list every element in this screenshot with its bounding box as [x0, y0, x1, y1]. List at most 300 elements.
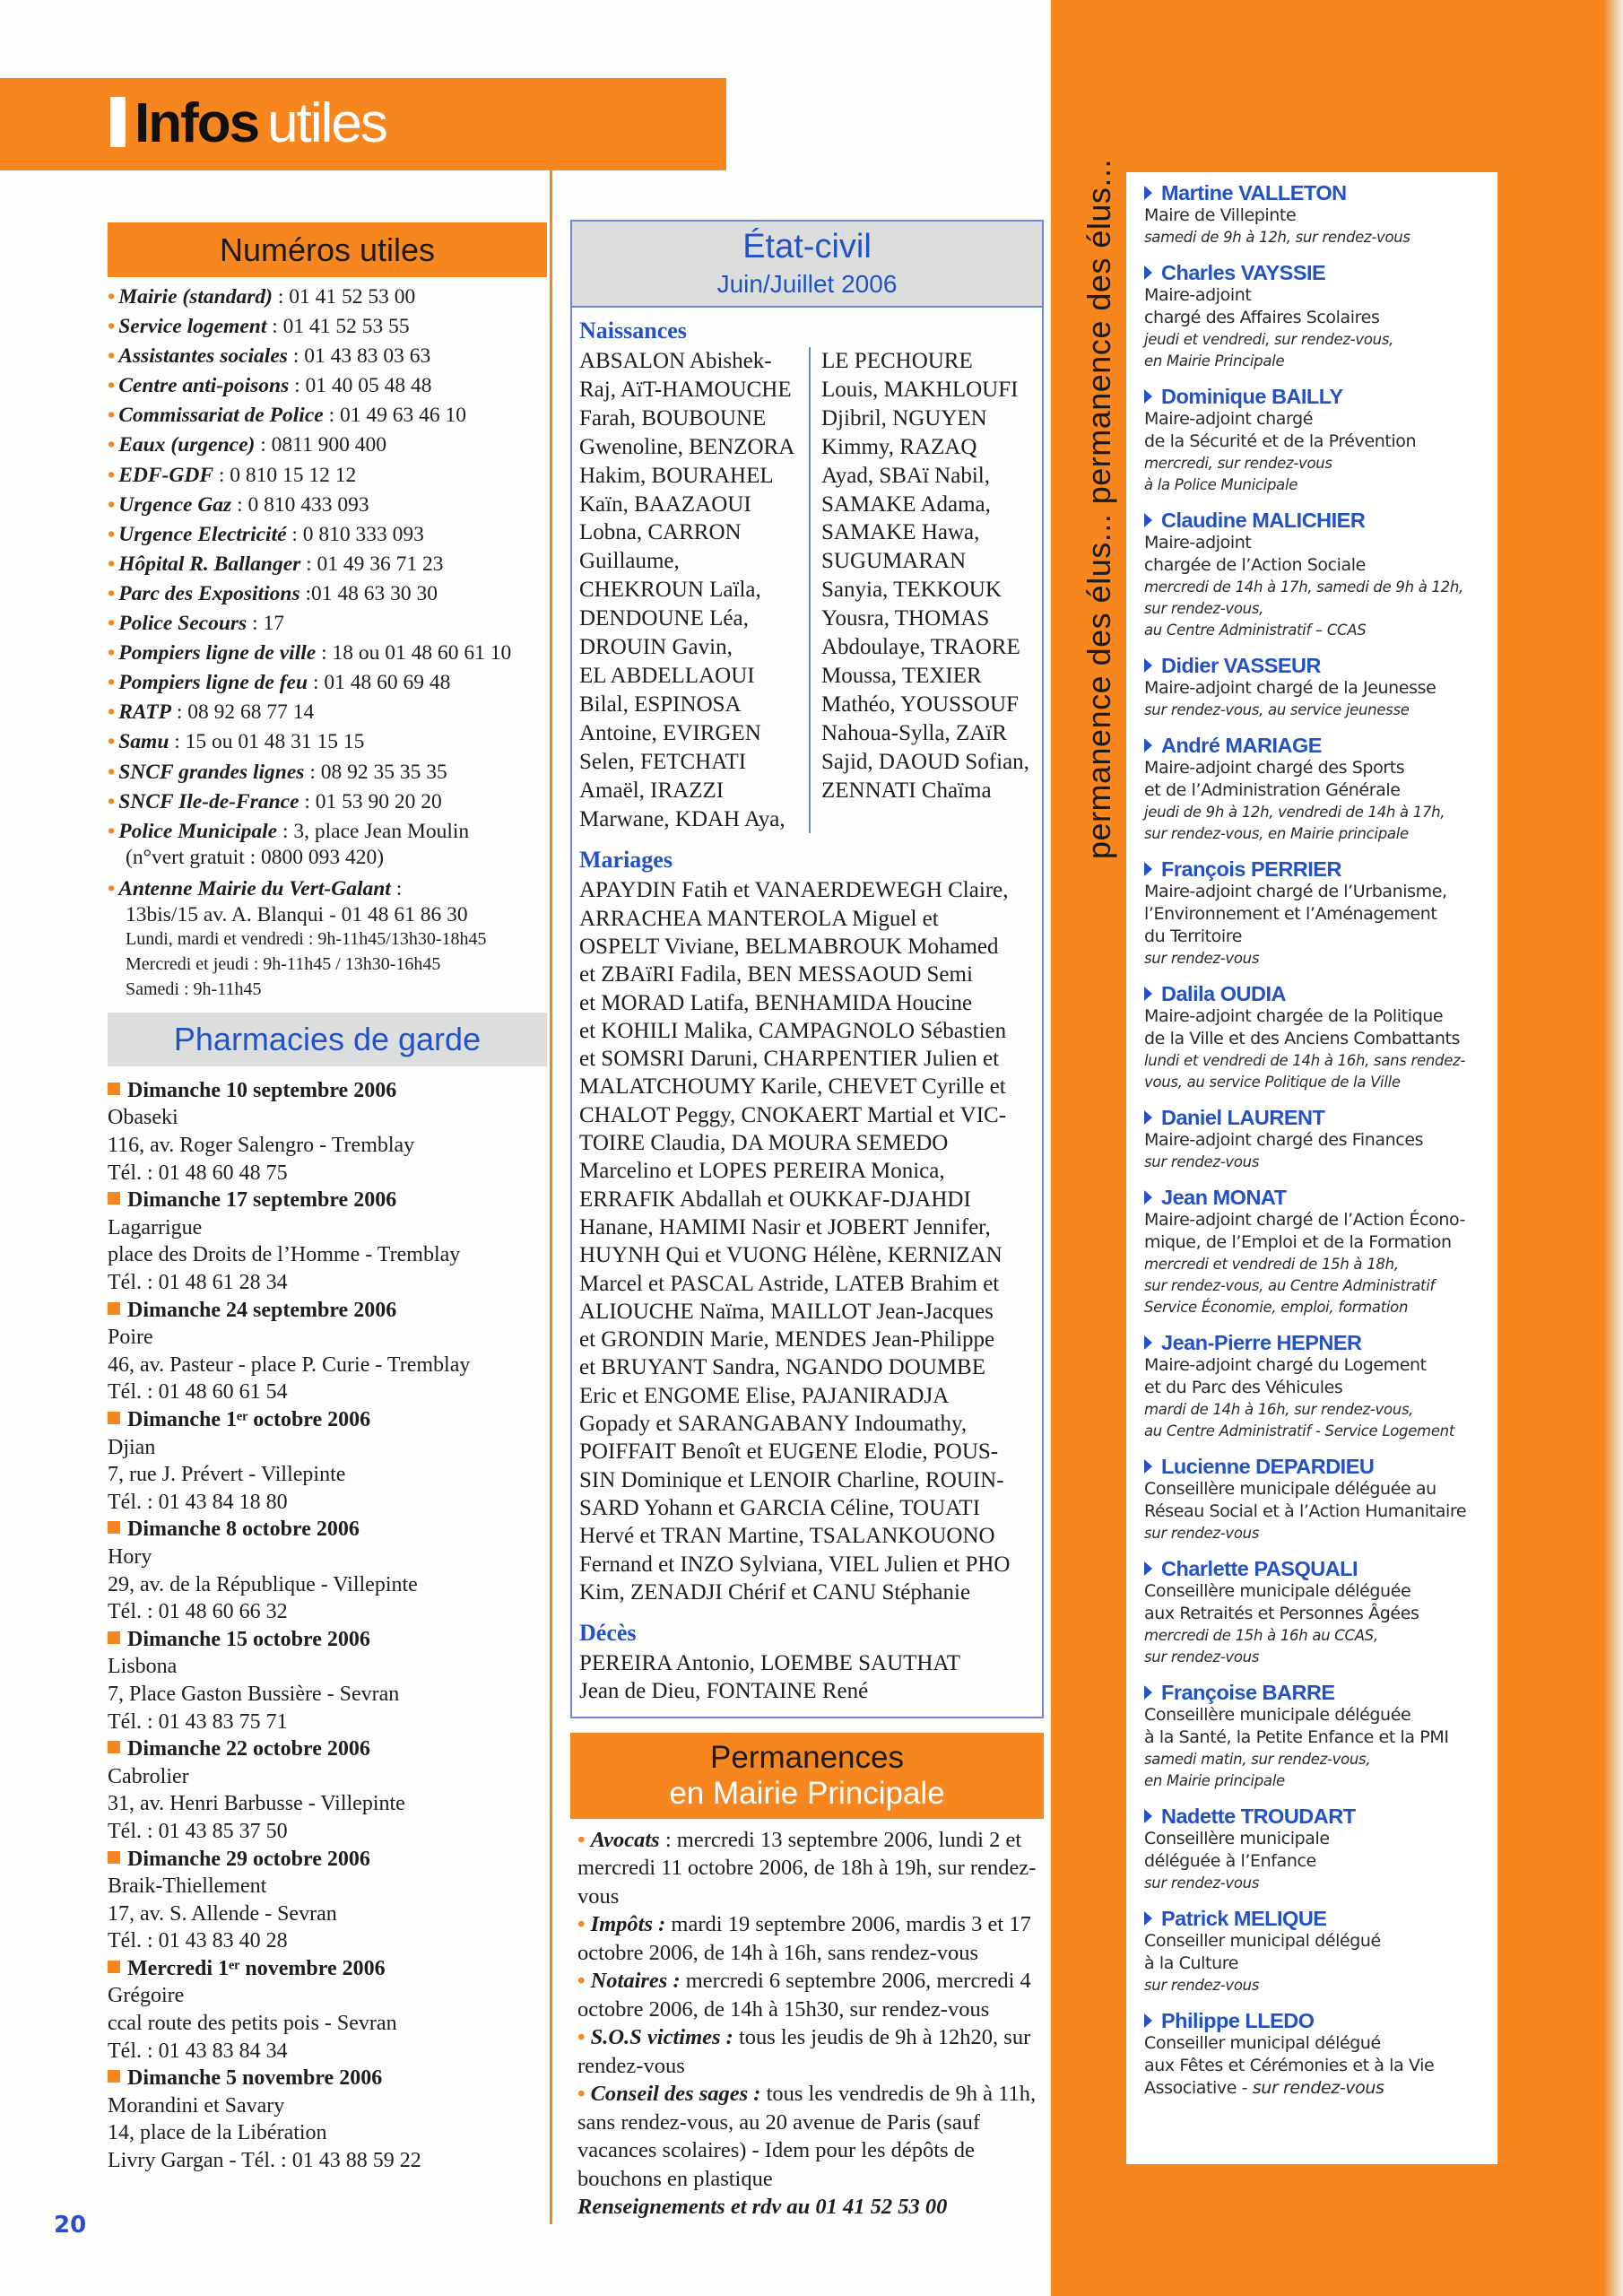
naissance-line: Gwenoline, BENZORA [579, 434, 795, 459]
elu-name [1144, 1805, 1490, 1828]
square-bullet-icon [108, 1083, 120, 1095]
mariage-line: HUYNH Qui et VUONG Hélène, KERNIZAN [579, 1243, 1002, 1268]
phone-value: : 15 ou 01 48 31 15 15 [169, 730, 365, 754]
elu-name-text: Jean-Pierre HEPNER [1161, 1331, 1362, 1354]
pharmacy-tel: Tél. : 01 43 83 75 71 [108, 1709, 288, 1734]
elu-hours: jeudi et vendredi, sur rendez-vous, [1144, 331, 1394, 348]
elu-name [1144, 2009, 1490, 2032]
elu-hours: en Mairie principale [1144, 1772, 1285, 1789]
bullet-icon: • [108, 285, 116, 309]
square-bullet-icon [108, 2070, 120, 2083]
mariage-line: Kim, ZENADJI Chérif et CANU Stéphanie [579, 1579, 971, 1605]
pharmacy-date-text: Dimanche 10 septembre 2006 [127, 1078, 397, 1102]
permanence-text: tous les vendredis de 9h à 11h, sans rendez-vous, au 20 avenue de Paris (sauf vacances scolaires) - Idem pour les dépôts de bouchons en plastique [577, 2082, 1037, 2191]
etat-civil-period: Juin/Juillet 2006 [716, 270, 898, 298]
elu-role: et du Parc des Véhicules [1144, 1378, 1343, 1397]
phone-number-item [108, 727, 547, 757]
phone-label: EDF-GDF [118, 463, 213, 487]
elu-hours: Service Économie, emploi, formation [1144, 1299, 1409, 1316]
mariage-line: APAYDIN Fatih et VANAERDEWEGH Claire, [579, 878, 1009, 903]
phone-value: : 17 [247, 612, 284, 636]
elu-role: l’Environnement et l’Aménagement [1144, 904, 1437, 924]
elu-hours: en Mairie Principale [1144, 352, 1285, 370]
elu-role: Maire-adjoint chargé de l’Action Écono- [1144, 1210, 1466, 1230]
phone-value: : 01 43 83 03 63 [287, 344, 431, 369]
naissance-line: Hakim, BOURAHEL [579, 463, 774, 488]
phone-label: SNCF Ile-de-France [118, 789, 299, 813]
elu-hours: au Centre Administratif - Service Logement [1144, 1422, 1455, 1439]
phone-value: : 18 ou 01 48 60 61 10 [316, 641, 512, 665]
elu-name [1144, 1186, 1490, 1209]
mariage-line: Hanane, HAMIMI Nasir et JOBERT Jennifer, [579, 1214, 991, 1239]
elu-hours: jeudi de 9h à 12h, vendredi de 14h à 17h, [1144, 804, 1445, 821]
permanence-text: mercredi 13 septembre 2006, lundi 2 et mercredi 11 octobre 2006, de 18h à 19h, sur rendez-vous [577, 1827, 1037, 1909]
deces-line: PEREIRA Antonio, LOEMBE SAUTHAT [579, 1651, 961, 1676]
elu-role: et de l’Administration Générale [1144, 780, 1401, 800]
phone-value: : 3, place Jean Moulin [277, 819, 470, 843]
pharmacy-date [108, 1297, 547, 1325]
elu-role: déléguée à l’Enfance [1144, 1851, 1316, 1871]
naissance-line: Abdoulaye, TRAORE [821, 635, 1020, 660]
elu-hours-inline: sur rendez-vous [1252, 2078, 1384, 2098]
phone-number-item [108, 579, 547, 609]
naissance-line: Antoine, EVIRGEN [579, 720, 761, 745]
phone-number-item [108, 668, 547, 698]
phone-value: : 0811 900 400 [255, 433, 387, 457]
etat-civil-header [572, 222, 1042, 308]
phone-value: : 0 810 433 093 [231, 492, 369, 517]
naissance-line: Louis, MAKHLOUFI [821, 377, 1019, 402]
phone-label: Service logement [118, 315, 267, 339]
elu-name-text: François PERRIER [1161, 857, 1341, 881]
phone-number-item [108, 283, 547, 312]
mariage-line: POIFFAIT Benoît et EUGENE Elodie, POUS- [579, 1439, 999, 1465]
bullet-icon: • [108, 374, 116, 398]
mariages-text [579, 876, 1033, 1606]
elu-hours: samedi de 9h à 12h, sur rendez-vous [1144, 229, 1410, 246]
mariage-line: et GRONDIN Marie, MENDES Jean-Philippe [579, 1327, 995, 1352]
pharmacy-address: ccal route des petits pois - Sevran [108, 2012, 397, 2036]
elu-role: Maire-adjoint chargé de la Jeunesse [1144, 678, 1436, 698]
elu-role: chargé des Affaires Scolaires [1144, 308, 1380, 327]
pharmacy-address: 14, place de la Libération [108, 2121, 327, 2145]
naissance-line: ABSALON Abishek- [579, 349, 772, 373]
phone-value: : 08 92 35 35 35 [304, 760, 447, 784]
naissance-line: Yousra, THOMAS [821, 606, 990, 631]
elu-entry [1144, 509, 1490, 641]
left-column [108, 222, 547, 2175]
naissance-line: Nahoua-Sylla, ZAïR [821, 720, 1007, 745]
phone-value: : 01 49 36 71 23 [300, 552, 444, 576]
phone-value: :01 48 63 30 30 [299, 581, 438, 605]
etat-civil-title: État-civil [742, 228, 872, 265]
page-edge [1603, 0, 1623, 2296]
arrow-bullet-icon [1144, 1335, 1152, 1350]
elu-name [1144, 1455, 1490, 1478]
phone-label: Urgence Electricité [118, 522, 287, 546]
naissance-line: LE PECHOURE [821, 349, 973, 373]
elu-role: aux Retraités et Personnes Âgées [1144, 1604, 1419, 1623]
elu-name-text: Dalila OUDIA [1161, 982, 1286, 1005]
pharmacy-name: Poire [108, 1326, 153, 1350]
pharmacy-date [108, 1406, 547, 1434]
elu-name [1144, 857, 1490, 881]
page-title-bold: Infos [135, 92, 259, 154]
pharmacy-entry [108, 1297, 547, 1406]
permanence-text: mercredi 6 septembre 2006, mercredi 4 octobre 2006, de 14h à 15h30, sur rendez-vous [577, 1969, 1031, 2022]
bullet-icon: • [108, 404, 116, 428]
arrow-bullet-icon [1144, 862, 1152, 876]
elu-hours: sur rendez-vous, [1144, 600, 1264, 617]
deces-line: Jean de Dieu, FONTAINE René [579, 1679, 869, 1704]
elu-name-text: Françoise BARRE [1161, 1681, 1335, 1704]
elu-name-text: Claudine MALICHIER [1161, 509, 1366, 532]
elu-role: Associative - sur rendez-vous [1144, 2078, 1384, 2098]
naissance-line: Mathéo, YOUSSOUF [821, 691, 1019, 717]
permanence-item [577, 1910, 1044, 1967]
bullet-icon: • [108, 876, 116, 900]
elu-hours: sur rendez-vous [1144, 950, 1260, 967]
pharmacy-name: Lisbona [108, 1655, 178, 1679]
pharmacy-date-text: Dimanche 1ᵉʳ octobre 2006 [127, 1408, 371, 1431]
permanences-heading [570, 1733, 1044, 1819]
bullet-icon: • [108, 522, 116, 546]
elu-entry [1144, 385, 1490, 496]
naissance-line: CHEKROUN Laïla, [579, 578, 761, 603]
pharmacy-entry [108, 1077, 547, 1187]
elu-role: Conseillère municipale déléguée [1144, 1705, 1411, 1725]
pharmacy-name: Djian [108, 1435, 156, 1459]
page-title [135, 88, 386, 160]
pharmacy-date-text: Dimanche 29 octobre 2006 [127, 1847, 370, 1871]
permanences-title-2: en Mairie Principale [669, 1775, 945, 1811]
bullet-icon: • [108, 789, 116, 813]
arrow-bullet-icon [1144, 1809, 1152, 1823]
header-marker [110, 97, 126, 147]
antenne-label: Antenne Mairie du Vert-Galant [118, 876, 391, 900]
phone-number-item [108, 401, 547, 430]
phone-number-item [108, 817, 547, 847]
elu-role: de la Sécurité et de la Prévention [1144, 431, 1417, 451]
pharmacy-entry [108, 1406, 547, 1516]
mariage-line: Marcelino et LOPES PEREIRA Monica, [579, 1159, 945, 1184]
mariage-line: ERRAFIK Abdallah et OUKKAF-DJAHDI [579, 1187, 971, 1212]
page-number: 20 [54, 2212, 87, 2239]
bullet-icon: • [108, 612, 116, 636]
pharmacy-name: Obaseki [108, 1106, 178, 1130]
elu-hours: au Centre Administratif – CCAS [1144, 622, 1367, 639]
pharmacy-address: 7, rue J. Prévert - Villepinte [108, 1463, 346, 1487]
column-divider [550, 170, 552, 2224]
pharmacy-address: place des Droits de l’Homme - Tremblay [108, 1243, 461, 1267]
elu-hours: mercredi de 14h à 17h, samedi de 9h à 12h, [1144, 578, 1463, 596]
elu-role: Conseiller municipal délégué [1144, 1931, 1381, 1951]
phone-label: Commissariat de Police [118, 404, 324, 428]
arrow-bullet-icon [1144, 513, 1152, 527]
phone-value: : 01 49 63 46 10 [323, 404, 466, 428]
elu-entry [1144, 261, 1490, 372]
mariage-line: ARRACHEA MANTEROLA Miguel et [579, 906, 939, 931]
police-municipale-extra: (n°vert gratuit : 0800 093 420) [126, 845, 385, 869]
bullet-icon: • [577, 2025, 586, 2050]
elu-entry [1144, 1106, 1490, 1173]
etat-civil-body [572, 308, 1042, 1717]
pharmacy-tel: Tél. : 01 43 85 37 50 [108, 1819, 288, 1843]
naissance-line: SAMAKE Hawa, [821, 520, 980, 545]
pharmacy-entry [108, 1516, 547, 1625]
phone-number-item [108, 787, 547, 817]
elu-name [1144, 1331, 1490, 1354]
naissance-line: Raj, AïT-HAMOUCHE [579, 377, 792, 402]
phone-number-item [108, 758, 547, 787]
naissances-col-1 [579, 347, 811, 833]
bullet-icon: • [108, 463, 116, 487]
arrow-bullet-icon [1144, 1110, 1152, 1125]
square-bullet-icon [108, 1631, 120, 1644]
pharmacy-date [108, 2065, 547, 2092]
naissance-line: SUGUMARAN [821, 549, 967, 574]
middle-column [570, 220, 1044, 2222]
pharmacy-date-text: Dimanche 24 septembre 2006 [127, 1298, 397, 1322]
pharmacy-date [108, 1626, 547, 1654]
naissance-line: Djibril, NGUYEN [821, 405, 987, 430]
naissances-col-2 [811, 347, 1029, 833]
square-bullet-icon [108, 1412, 120, 1424]
elu-hours: sur rendez-vous, au Centre Administratif [1144, 1277, 1435, 1294]
bullet-icon: • [108, 819, 116, 843]
elu-hours: mardi de 14h à 16h, sur rendez-vous, [1144, 1401, 1414, 1418]
phone-number-item [108, 461, 547, 491]
elu-hours: à la Police Municipale [1144, 476, 1298, 493]
permanence-text: mardi 19 septembre 2006, mardis 3 et 17 octobre 2006, de 14h à 16h, sans rendez-vous [577, 1912, 1031, 1965]
phone-label: Assistantes sociales [118, 344, 288, 369]
arrow-bullet-icon [1144, 2013, 1152, 2028]
elu-name [1144, 654, 1490, 677]
elu-role: Conseiller municipal délégué [1144, 2033, 1381, 2053]
pharmacy-tel: Tél. : 01 48 60 48 75 [108, 1161, 288, 1185]
elu-hours: sur rendez-vous, en Mairie principale [1144, 825, 1409, 842]
antenne-hours: Lundi, mardi et vendredi : 9h-11h45/13h30-18h45 [126, 928, 487, 949]
phone-value: : 01 53 90 20 20 [299, 789, 442, 813]
square-bullet-icon [108, 1521, 120, 1534]
elu-role: Maire-adjoint chargé des Finances [1144, 1130, 1424, 1150]
elu-role: mique, de l’Emploi et de la Formation [1144, 1232, 1452, 1252]
permanence-sep: : [659, 1827, 677, 1852]
pharmacy-date-text: Mercredi 1ᵉʳ novembre 2006 [127, 1956, 386, 1980]
pharmacy-address: 17, av. S. Allende - Sevran [108, 1901, 337, 1926]
elu-entry [1144, 734, 1490, 845]
elu-entry [1144, 857, 1490, 970]
elu-name [1144, 982, 1490, 1005]
pharmacy-date-text: Dimanche 5 novembre 2006 [127, 2066, 383, 2091]
antenne-address: 13bis/15 av. A. Blanqui - 01 48 61 86 30 [126, 902, 468, 926]
pharmacy-address: 116, av. Roger Salengro - Tremblay [108, 1134, 415, 1158]
naissance-line: Kimmy, RAZAQ [821, 434, 977, 459]
bullet-icon: • [108, 730, 116, 754]
elu-entry [1144, 654, 1490, 721]
deces-heading: Décès [579, 1620, 637, 1647]
bullet-icon: • [108, 552, 116, 576]
elu-entry [1144, 1907, 1490, 1996]
elu-name [1144, 734, 1490, 757]
mariage-line: OSPELT Viviane, BELMABROUK Mohamed [579, 935, 999, 959]
elu-name-text: Didier VASSEUR [1161, 654, 1321, 677]
elu-hours: mercredi et vendredi de 15h à 18h, [1144, 1256, 1399, 1273]
elu-entry [1144, 2009, 1490, 2100]
pharmacy-tel: Tél. : 01 43 84 18 80 [108, 1490, 288, 1514]
mariage-line: et SOMSRI Daruni, CHARPENTIER Julien et [579, 1047, 1000, 1072]
arrow-bullet-icon [1144, 186, 1152, 200]
naissance-line: Kaïn, BAAZAOUI [579, 491, 751, 517]
elu-name-text: André MARIAGE [1161, 734, 1322, 757]
elu-role: Maire-adjoint chargé [1144, 409, 1314, 429]
square-bullet-icon [108, 1851, 120, 1864]
page-title-light: utiles [267, 92, 386, 154]
arrow-bullet-icon [1144, 265, 1152, 280]
permanence-label: Notaires : [590, 1969, 681, 1994]
pharmacy-address: 29, av. de la République - Villepinte [108, 1572, 418, 1596]
elu-name [1144, 181, 1490, 204]
pharmacy-date-text: Dimanche 15 octobre 2006 [127, 1627, 370, 1651]
naissance-line: SAMAKE Adama, [821, 491, 991, 517]
elu-name [1144, 1681, 1490, 1704]
permanences-title-1: Permanences [710, 1739, 904, 1775]
pharmacy-date-text: Dimanche 17 septembre 2006 [127, 1188, 397, 1213]
phone-label: Urgence Gaz [118, 492, 232, 517]
elu-hours: mercredi, sur rendez-vous [1144, 455, 1332, 472]
antenne-item [108, 874, 547, 904]
pharmacy-name: Grégoire [108, 1984, 185, 2008]
elu-name [1144, 1907, 1490, 1930]
elus-panel [1126, 172, 1497, 2164]
elu-hours: samedi matin, sur rendez-vous, [1144, 1751, 1371, 1768]
phone-label: Parc des Expositions [118, 581, 300, 605]
naissance-line: Bilal, ESPINOSA [579, 691, 742, 717]
pharmacy-tel: Livry Gargan - Tél. : 01 43 88 59 22 [108, 2149, 421, 2173]
pharmacy-name: Hory [108, 1544, 152, 1569]
elu-name-text: Dominique BAILLY [1161, 385, 1343, 408]
phone-number-item [108, 342, 547, 371]
bullet-icon: • [108, 581, 116, 605]
elu-role: Maire-adjoint chargé du Logement [1144, 1355, 1427, 1375]
naissance-line: Guillaume, [579, 549, 680, 574]
mariage-line: Fernand et INZO Sylviana, VIEL Julien et PHO [579, 1552, 1011, 1577]
phone-number-item [108, 639, 547, 668]
pharmacy-entry [108, 1735, 547, 1845]
naissance-line: Ayad, SBAï Nabil, [821, 463, 990, 488]
naissance-line: Sajid, DAOUD Sofian, [821, 749, 1029, 774]
vertical-label-text: permanence des élus... permanence des élus... [1081, 159, 1117, 859]
pharmacy-tel: Tél. : 01 48 61 28 34 [108, 1271, 288, 1295]
naissance-line: Selen, FETCHATI [579, 749, 747, 774]
naissance-line: EL ABDELLAOUI [579, 663, 755, 688]
elu-name [1144, 509, 1490, 532]
mariage-line: et KOHILI Malika, CAMPAGNOLO Sébastien [579, 1018, 1007, 1043]
square-bullet-icon [108, 1961, 120, 1973]
permanence-item [577, 1967, 1044, 2023]
elu-name-text: Charlette PASQUALI [1161, 1557, 1358, 1580]
bullet-icon: • [108, 344, 116, 369]
mariage-line: et BRUYANT Sandra, NGANDO DOUMBE [579, 1355, 985, 1380]
pharmacy-name: Braik-Thiellement [108, 1874, 267, 1899]
phone-number-item [108, 312, 547, 342]
elu-entry [1144, 1805, 1490, 1894]
phone-label: Hôpital R. Ballanger [118, 552, 301, 576]
phone-number-item [108, 550, 547, 579]
elu-entry [1144, 181, 1490, 248]
phone-number-item [108, 430, 547, 460]
naissance-line: Moussa, TEXIER [821, 663, 982, 688]
mariage-line: et MORAD Latifa, BENHAMIDA Houcine [579, 990, 973, 1015]
elu-name-text: Daniel LAURENT [1161, 1106, 1325, 1129]
bullet-icon: • [577, 1969, 586, 1994]
arrow-bullet-icon [1144, 658, 1152, 673]
permanence-item [577, 2023, 1044, 2080]
deces-text [579, 1649, 1033, 1706]
phone-number-item [108, 520, 547, 550]
elu-hours: sur rendez-vous [1144, 1648, 1260, 1665]
bullet-icon: • [108, 671, 116, 695]
mariage-line: Eric et ENGOME Elise, PAJANIRADJA [579, 1383, 950, 1408]
elu-name [1144, 1106, 1490, 1129]
pharmacy-date-text: Dimanche 22 octobre 2006 [127, 1737, 370, 1761]
mariage-line: TOIRE Claudia, DA MOURA SEMEDO [579, 1131, 949, 1156]
elu-name-text: Lucienne DEPARDIEU [1161, 1455, 1375, 1478]
elu-role: chargée de l’Action Sociale [1144, 555, 1366, 575]
renseignements-line: Renseignements et rdv au 01 41 52 53 00 [577, 2195, 948, 2220]
elu-role: à la Santé, la Petite Enfance et la PMI [1144, 1727, 1449, 1747]
square-bullet-icon [108, 1192, 120, 1205]
naissance-line: DROUIN Gavin, [579, 635, 733, 660]
elu-entry [1144, 1331, 1490, 1442]
square-bullet-icon [108, 1741, 120, 1753]
elu-hours: sur rendez-vous, au service jeunesse [1144, 701, 1410, 718]
elu-role: Maire-adjoint [1144, 533, 1252, 552]
elu-hours: sur rendez-vous [1144, 1977, 1260, 1994]
elu-name-text: Patrick MELIQUE [1161, 1907, 1327, 1930]
pharmacy-date [108, 1077, 547, 1105]
elu-entry [1144, 1681, 1490, 1792]
pharmacy-address: 31, av. Henri Barbusse - Villepinte [108, 1792, 405, 1816]
naissance-line: Farah, BOUBOUNE [579, 405, 767, 430]
naissance-line: Amaël, IRAZZI [579, 778, 725, 803]
mariage-line: CHALOT Peggy, CNOKAERT Martial et VIC- [579, 1102, 1007, 1127]
bullet-icon: • [577, 2082, 586, 2107]
elu-name [1144, 385, 1490, 408]
permanence-label: Impôts : [590, 1912, 666, 1937]
naissance-line: Sanyia, TEKKOUK [821, 578, 1002, 603]
pharmacy-name: Cabrolier [108, 1764, 189, 1788]
etat-civil-box [570, 220, 1044, 1718]
pharmacy-entry [108, 2065, 547, 2174]
elu-role: Maire-adjoint [1144, 285, 1252, 305]
phone-value: : 01 40 05 48 48 [289, 374, 432, 398]
elu-entry [1144, 1455, 1490, 1544]
naissance-line: ZENNATI Chaïma [821, 778, 992, 803]
elu-hours: mercredi de 15h à 16h au CCAS, [1144, 1627, 1378, 1644]
phone-label: Centre anti-poisons [118, 374, 290, 398]
bullet-icon: • [108, 641, 116, 665]
elu-entry [1144, 982, 1490, 1093]
permanence-text: tous les jeudis de 9h à 12h20, sur rendez-vous [577, 2025, 1031, 2078]
bullet-icon: • [108, 760, 116, 784]
arrow-bullet-icon [1144, 389, 1152, 404]
permanence-item [577, 2080, 1044, 2193]
permanence-label: S.O.S victimes : [590, 2025, 733, 2050]
elu-name [1144, 261, 1490, 284]
elu-role: Conseillère municipale [1144, 1829, 1330, 1848]
elu-name-text: Charles VAYSSIE [1161, 261, 1326, 284]
